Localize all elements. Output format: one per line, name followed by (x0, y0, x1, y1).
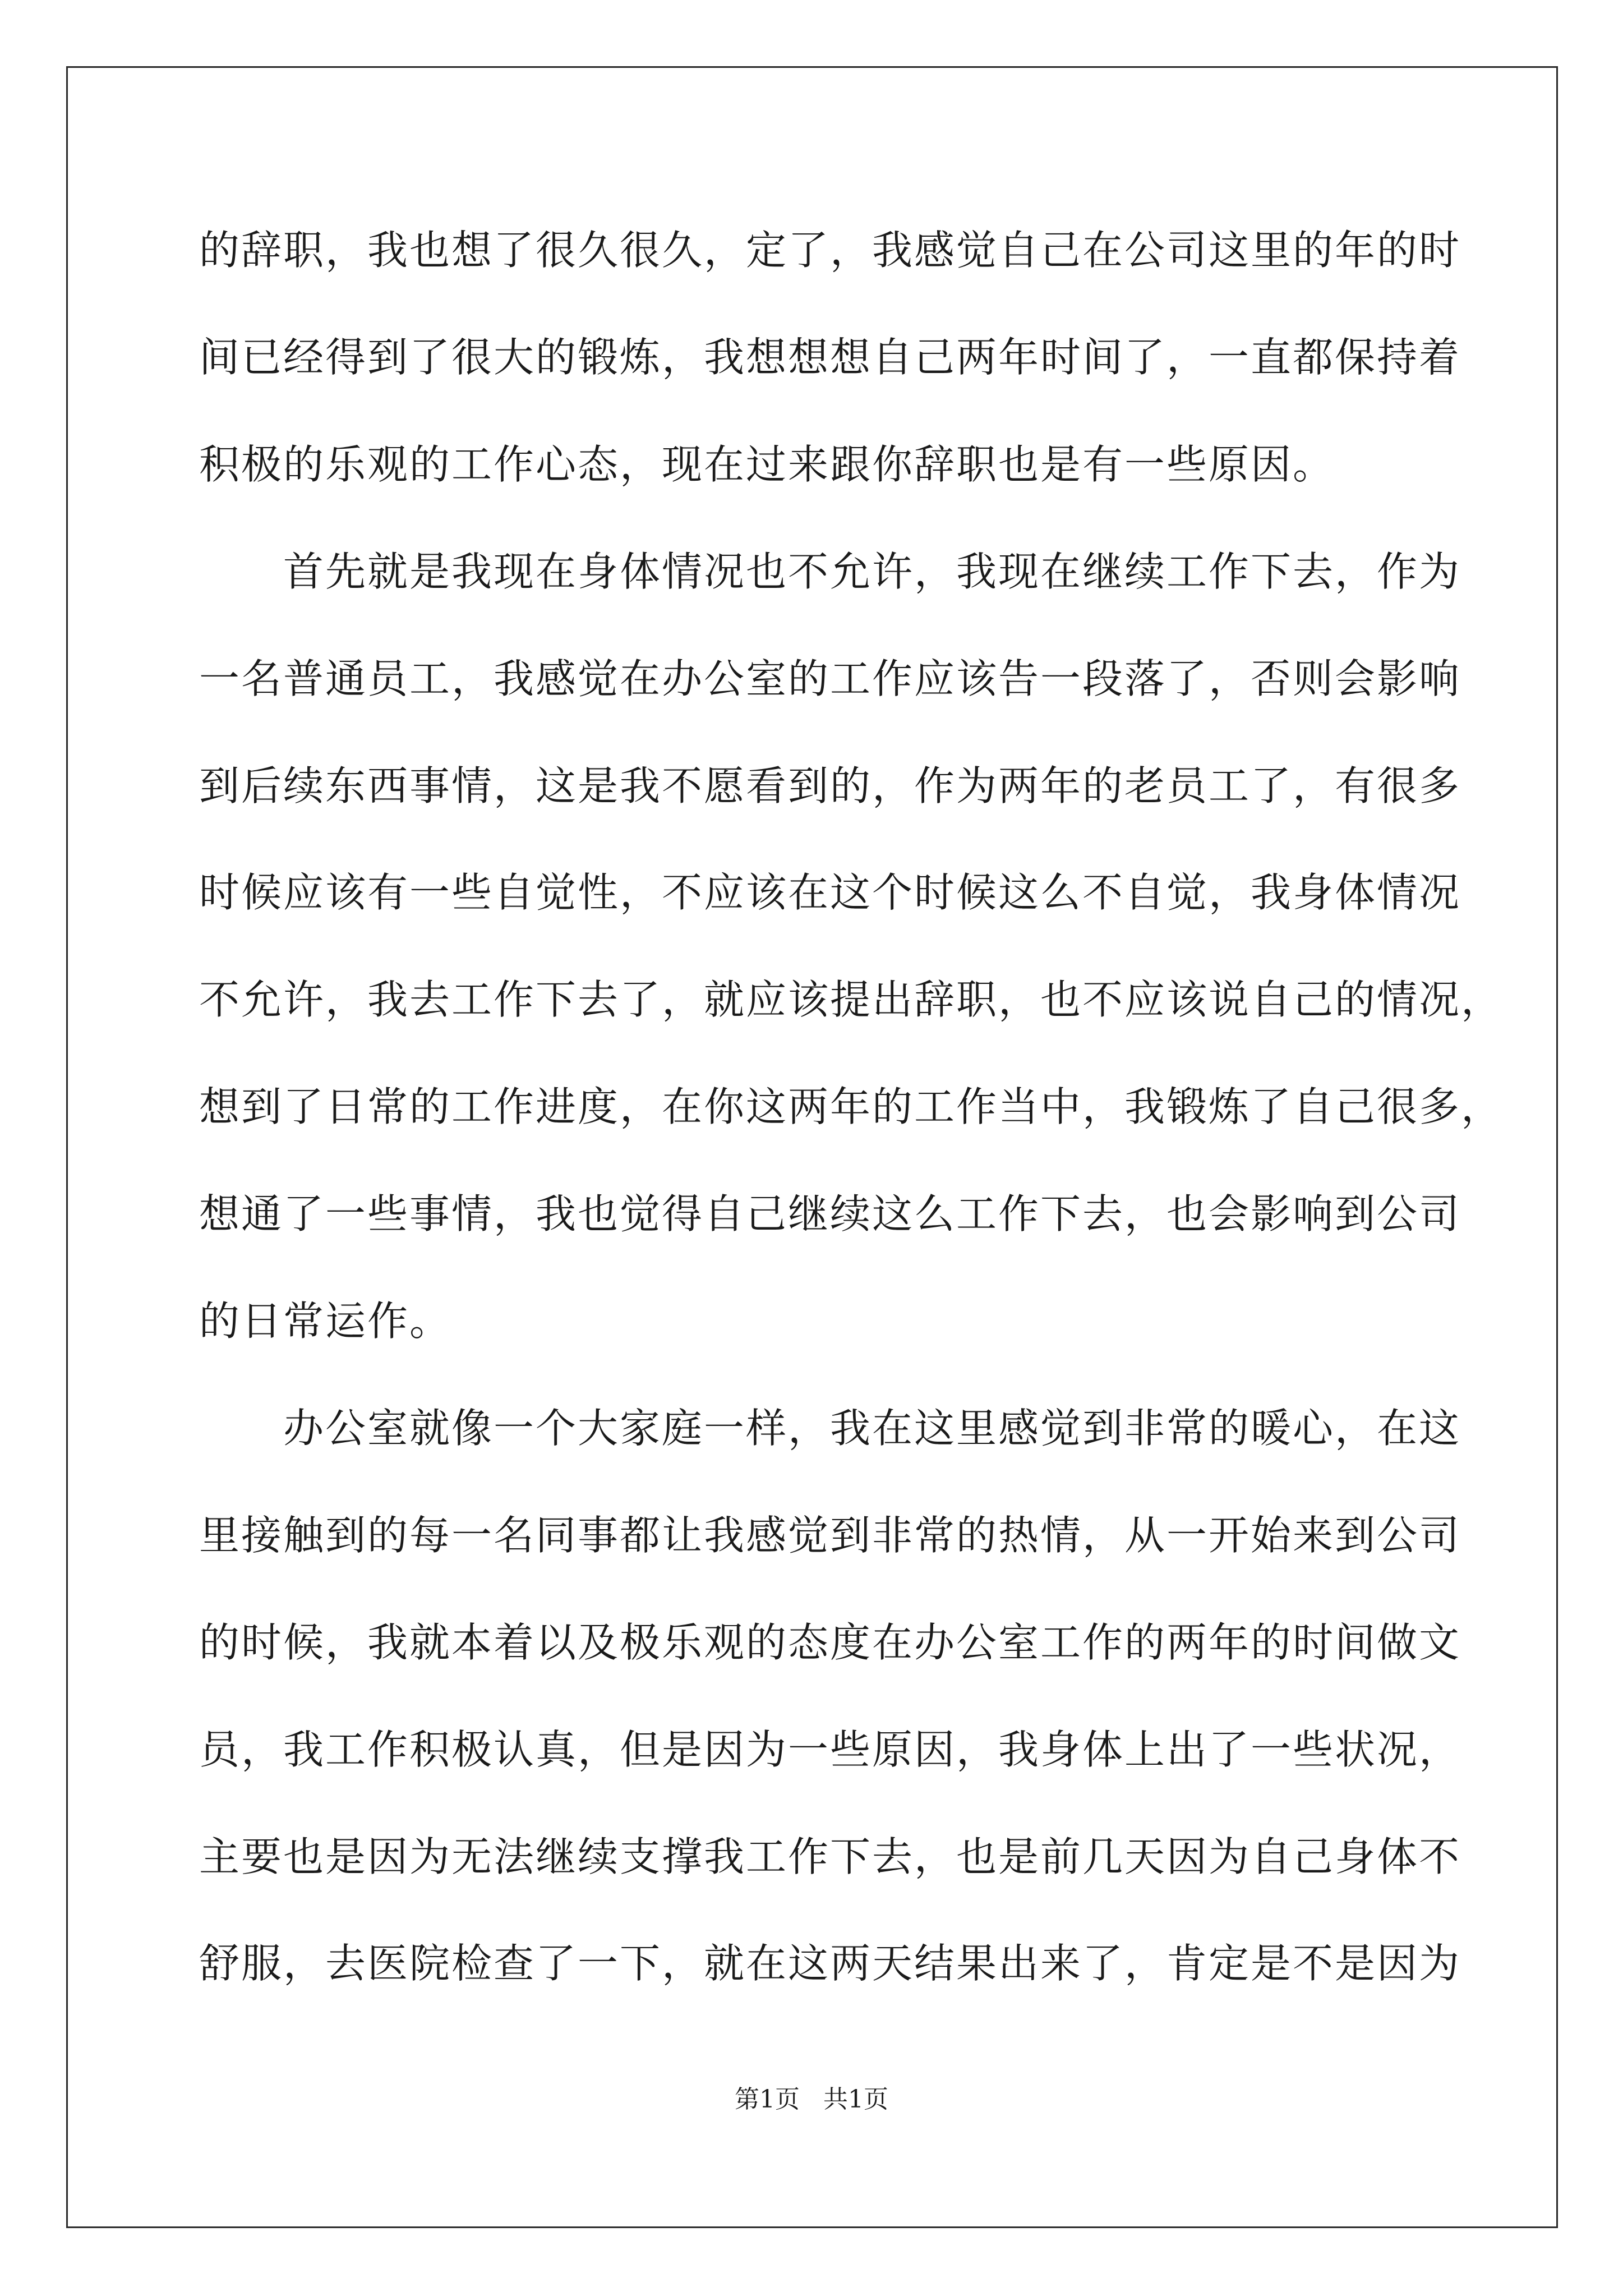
body-text-line: 到后续东西事情，这是我不愿看到的，作为两年的老员工了，有很多 (199, 762, 1461, 809)
body-text-line: 的时候，我就本着以及极乐观的态度在办公室工作的两年的时间做文 (199, 1619, 1461, 1666)
body-text-line: 里接触到的每一名同事都让我感觉到非常的热情，从一开始来到公司 (199, 1512, 1461, 1559)
body-text-line: 首先就是我现在身体情况也不允许，我现在继续工作下去，作为 (199, 548, 1461, 595)
body-text-line: 员，我工作积极认真，但是因为一些原因，我身体上出了一些状况， (199, 1726, 1461, 1773)
body-text-line: 积极的乐观的工作心态，现在过来跟你辞职也是有一些原因。 (199, 441, 1335, 488)
body-text-line: 想通了一些事情，我也觉得自己继续这么工作下去，也会影响到公司 (199, 1190, 1461, 1237)
body-text-line: 时候应该有一些自觉性，不应该在这个时候这么不自觉，我身体情况 (199, 869, 1461, 916)
body-text-line: 舒服，去医院检查了一下，就在这两天结果出来了，肯定是不是因为 (199, 1940, 1461, 1987)
body-text-line: 的日常运作。 (199, 1297, 452, 1345)
body-text-line: 间已经得到了很大的锻炼，我想想想自己两年时间了，一直都保持着 (199, 334, 1461, 381)
page-border (66, 66, 1558, 2228)
body-text-line: 想到了日常的工作进度，在你这两年的工作当中，我锻炼了自己很多， (199, 1083, 1504, 1130)
body-text-line: 的辞职，我也想了很久很久，定了，我感觉自己在公司这里的年的时 (199, 227, 1461, 274)
body-text-line: 不允许，我去工作下去了，就应该提出辞职，也不应该说自己的情况， (199, 976, 1504, 1023)
body-text-line: 办公室就像一个大家庭一样，我在这里感觉到非常的暖心，在这 (199, 1405, 1461, 1452)
body-text-line: 一名普通员工，我感觉在办公室的工作应该告一段落了，否则会影响 (199, 655, 1461, 702)
page-number-footer: 第1页 共1页 (735, 2085, 888, 2114)
body-text-line: 主要也是因为无法继续支撑我工作下去，也是前几天因为自己身体不 (199, 1833, 1461, 1880)
